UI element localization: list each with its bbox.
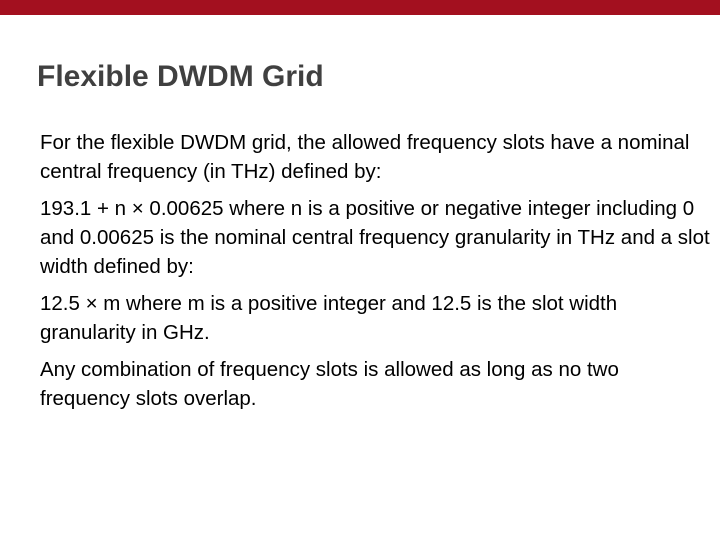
paragraph-central-frequency-formula: 193.1 + n × 0.00625 where n is a positive or negative integer including 0 and 0.00625 is the nominal central frequency granularity in THz and a slot width defined by:	[40, 197, 710, 278]
slide-title: Flexible DWDM Grid	[37, 60, 324, 93]
slide-body	[40, 128, 710, 421]
paragraph-slot-width-formula: 12.5 × m where m is a positive integer and 12.5 is the slot width granularity in GHz.	[40, 292, 618, 344]
top-accent-bar	[0, 0, 720, 15]
paragraph-grid-definition: For the flexible DWDM grid, the allowed frequency slots have a nominal central frequency (in THz) defined by:	[40, 131, 690, 183]
paragraph-overlap-rule: Any combination of frequency slots is allowed as long as no two frequency slots overlap.	[40, 358, 619, 410]
